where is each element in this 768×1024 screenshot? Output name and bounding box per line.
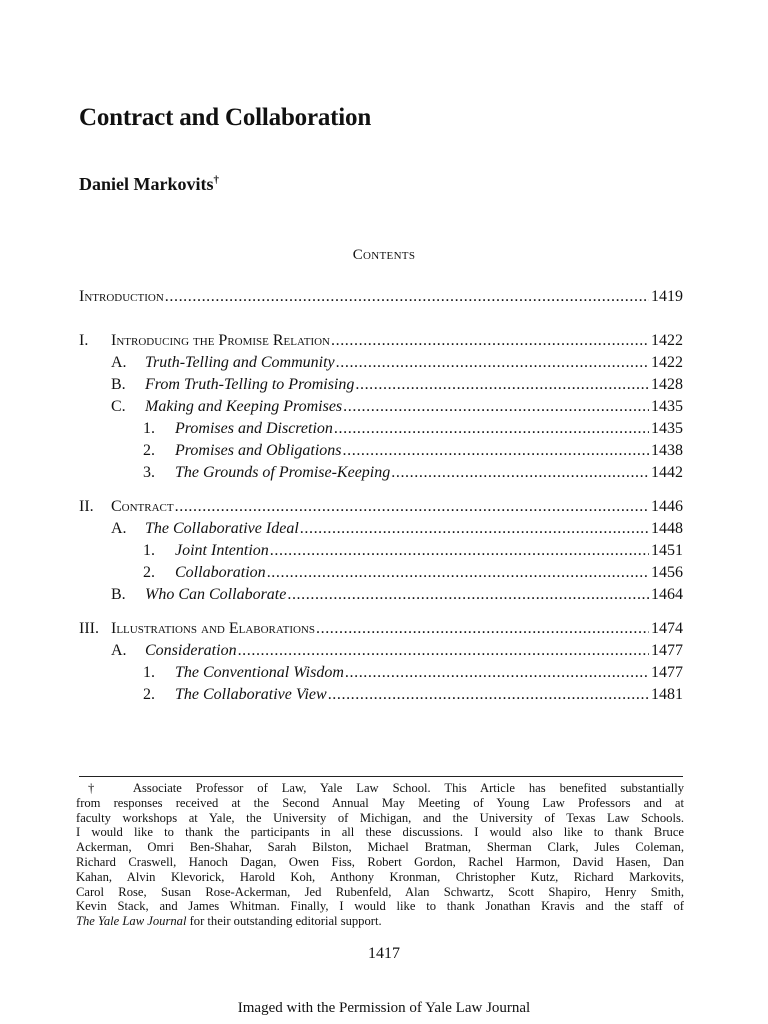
- footnote-line: Carol Rose, Susan Rose-Ackerman, Jed Rubenfeld, Alan Schwartz, Scott Shapiro, Henry Smith,: [76, 884, 684, 899]
- toc-entry-page: 1456: [651, 564, 683, 581]
- toc-entry-number: III.: [79, 620, 99, 637]
- journal-name: The Yale Law Journal: [76, 914, 187, 929]
- toc-entry-label: The Collaborative Ideal: [145, 520, 299, 537]
- toc-leader-dots: [334, 420, 649, 438]
- toc-leader-dots: [331, 332, 649, 350]
- footnote-line: Kevin Stack, and James Whitman. Finally, I would like to thank Jonathan Kravis and the staff of: [76, 899, 684, 914]
- toc-entry-page: 1481: [651, 686, 683, 703]
- author-footnote-mark: †: [213, 174, 219, 186]
- toc-leader-dots: [328, 686, 649, 704]
- footnote-text: for their outstanding editorial support.: [186, 914, 382, 929]
- toc-entry-number: B.: [111, 586, 126, 603]
- toc-entry-number: 1.: [143, 664, 155, 681]
- toc-leader-dots: [343, 398, 649, 416]
- toc-entry-label: Truth-Telling and Community: [145, 354, 335, 371]
- toc-entry-number: B.: [111, 376, 126, 393]
- footnote-mark: †: [88, 781, 106, 795]
- toc-entry-page: 1428: [651, 376, 683, 393]
- toc-entry-label: Contract: [111, 498, 174, 515]
- toc-entry-page: 1435: [651, 420, 683, 437]
- toc-leader-dots: [165, 288, 649, 306]
- footnote-line: [76, 914, 684, 929]
- page-number: 1417: [368, 945, 400, 962]
- permission-notice: Imaged with the Permission of Yale Law Journal: [237, 1000, 531, 1016]
- toc-entry-page: 1448: [651, 520, 683, 537]
- author-name: Daniel Markovits: [79, 174, 214, 194]
- toc-entry-label: Consideration: [145, 642, 237, 659]
- toc-leader-dots: [270, 542, 649, 560]
- toc-leader-dots: [316, 620, 649, 638]
- toc-entry-page: 1422: [651, 332, 683, 349]
- toc-entry: [79, 354, 683, 376]
- toc-entry: [79, 542, 683, 564]
- toc-entry: [79, 442, 683, 464]
- footnote-line: [76, 781, 684, 796]
- contents-heading: Contents: [352, 247, 416, 263]
- toc-entry-number: 1.: [143, 542, 155, 559]
- footnote-line: faculty workshops at Yale, the University of Michigan, and the University of Texas Law Schools.: [76, 810, 684, 825]
- toc-entry-number: I.: [79, 332, 89, 349]
- toc-entry-number: 2.: [143, 564, 155, 581]
- toc-leader-dots: [391, 464, 649, 482]
- toc-entry-page: 1422: [651, 354, 683, 371]
- toc-leader-dots: [343, 442, 649, 460]
- toc-entry: [79, 686, 683, 708]
- toc-entry: [79, 376, 683, 398]
- toc-entry: [79, 664, 683, 686]
- toc-entry-number: 2.: [143, 442, 155, 459]
- toc-entry-number: 1.: [143, 420, 155, 437]
- footnote-line: I would like to thank the participants in all these discussions. I would also like to thank Bruce: [76, 825, 684, 840]
- footnote-rule: [79, 776, 683, 777]
- toc-entry-label: Promises and Obligations: [175, 442, 342, 459]
- toc-entry-page: 1474: [651, 620, 683, 637]
- toc-entry: [79, 642, 683, 664]
- toc-entry-page: 1435: [651, 398, 683, 415]
- toc-entry-label: The Collaborative View: [175, 686, 327, 703]
- toc-entry-label: Introduction: [79, 288, 164, 305]
- toc-entry: [79, 520, 683, 542]
- toc-leader-dots: [175, 498, 649, 516]
- toc-leader-dots: [238, 642, 649, 660]
- toc-entry-label: From Truth-Telling to Promising: [145, 376, 355, 393]
- article-title: Contract and Collaboration: [79, 104, 372, 131]
- toc-entry-page: 1464: [651, 586, 683, 603]
- footnote-text: Associate Professor of Law, Yale Law School. This Article has benefited substantially: [132, 781, 685, 795]
- toc-entry: [79, 564, 683, 586]
- toc-leader-dots: [336, 354, 649, 372]
- author-line: [79, 174, 219, 195]
- toc-entry: [79, 498, 683, 520]
- toc-entry-number: C.: [111, 398, 126, 415]
- toc-entry: [79, 332, 683, 354]
- footnote-line: Kahan, Alvin Klevorick, Harold Koh, Anthony Kronman, Christopher Kutz, Richard Markovits,: [76, 869, 684, 884]
- toc-entry: [79, 288, 683, 310]
- toc-entry-page: 1451: [651, 542, 683, 559]
- toc-entry: [79, 620, 683, 642]
- toc-entry-label: Making and Keeping Promises: [145, 398, 343, 415]
- toc-entry: [79, 398, 683, 420]
- toc-entry-label: Joint Intention: [175, 542, 269, 559]
- toc-entry: [79, 464, 683, 486]
- toc-entry-label: Promises and Discretion: [175, 420, 333, 437]
- toc-leader-dots: [355, 376, 649, 394]
- toc-leader-dots: [287, 586, 649, 604]
- toc-entry: [79, 586, 683, 608]
- toc-entry-label: Illustrations and Elaborations: [111, 620, 315, 637]
- toc-entry-page: 1438: [651, 442, 683, 459]
- toc-entry-page: 1477: [651, 642, 683, 659]
- toc-entry-number: II.: [79, 498, 94, 515]
- toc-leader-dots: [345, 664, 649, 682]
- toc-entry-number: 3.: [143, 464, 155, 481]
- toc-entry: [79, 420, 683, 442]
- toc-entry-label: The Grounds of Promise-Keeping: [175, 464, 391, 481]
- toc-entry-page: 1446: [651, 498, 683, 515]
- toc-entry-label: The Conventional Wisdom: [175, 664, 344, 681]
- toc-entry-page: 1419: [651, 288, 683, 305]
- footnote-line: from responses received at the Second Annual May Meeting of Young Law Professors and at: [76, 795, 684, 810]
- toc-entry-number: A.: [111, 354, 127, 371]
- toc-leader-dots: [267, 564, 649, 582]
- toc-entry-label: Collaboration: [175, 564, 266, 581]
- footnote-line: Ackerman, Omri Ben-Shahar, Sarah Bilston, Michael Bratman, Sherman Clark, Jules Coleman,: [76, 840, 684, 855]
- footnote-line: Richard Craswell, Hanoch Dagan, Owen Fiss, Robert Gordon, Rachel Harmon, David Hasen, Dan: [76, 854, 684, 869]
- toc-entry-number: 2.: [143, 686, 155, 703]
- footnote: [76, 781, 684, 929]
- toc-entry-label: Who Can Collaborate: [145, 586, 287, 603]
- toc-entry-page: 1477: [651, 664, 683, 681]
- toc-entry-page: 1442: [651, 464, 683, 481]
- toc-entry-number: A.: [111, 520, 127, 537]
- toc-entry-number: A.: [111, 642, 127, 659]
- toc-leader-dots: [300, 520, 649, 538]
- toc-entry-label: Introducing the Promise Relation: [111, 332, 330, 349]
